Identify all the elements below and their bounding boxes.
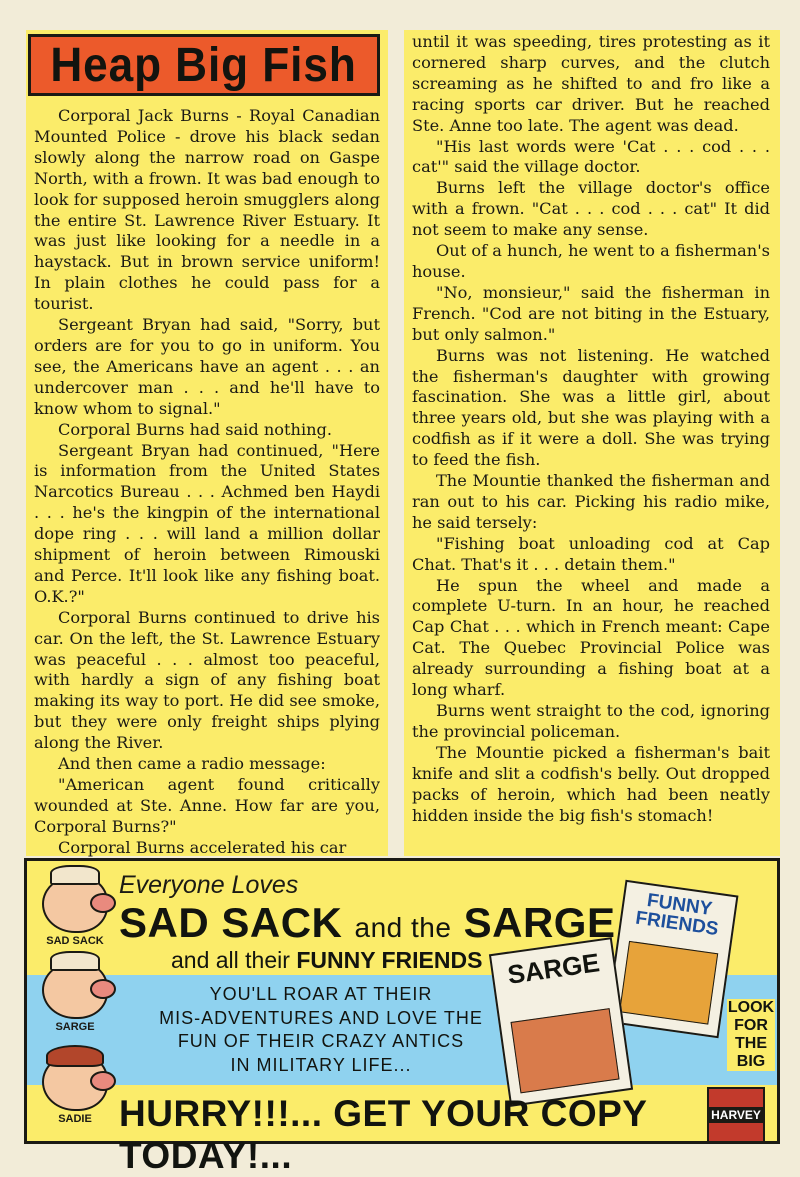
story-paragraph: "Fishing boat unloading cod at Cap Chat. That's it . . . detain them." <box>412 533 770 574</box>
story-paragraph: until it was speeding, tires protesting as it cornered sharp curves, and the clutch screaming as he shifted to and fro like a racing sports car driver. But he reached Ste. Anne too late. The agent was dead. <box>412 32 770 135</box>
look-for-the-big <box>727 999 775 1071</box>
character-sarge <box>35 961 115 1033</box>
story-paragraph: Sergeant Bryan had said, "Sorry, but orders are for you to go in uniform. You see, the Americans have an agent . . . an undercover man . . . and he'll have to know whom to signal." <box>34 315 380 418</box>
story-paragraph: Burns went straight to the cod, ignoring the provincial policeman. <box>412 701 770 741</box>
story-paragraph: Corporal Burns had said nothing. <box>58 419 333 439</box>
advertisement <box>24 858 780 1176</box>
ad-pitch-line: IN MILITARY LIFE... <box>230 1054 412 1075</box>
story-paragraph: "No, monsieur," said the fisherman in French. "Cod are not biting in the Estuary, but only salmon." <box>412 282 770 344</box>
ad-and-all-their: and all their <box>171 947 290 973</box>
ad-pitch-line: MIS-ADVENTURES AND LOVE THE <box>159 1007 483 1028</box>
ad-pitch <box>131 983 511 1077</box>
look-line: FOR <box>734 1017 768 1034</box>
character-name: SAD SACK <box>46 935 104 947</box>
sadie-face-icon <box>42 1053 108 1111</box>
story-paragraph: Burns was not listening. He watched the fisherman's daughter with growing fascination. She was a little girl, about three years old, but she was playing with a codfish as if it were a doll. She was trying to feed the fish. <box>412 345 770 470</box>
character-name: SADIE <box>58 1113 92 1125</box>
story-paragraph: Burns left the village doctor's office with a frown. "Cat . . . cod . . . cat" It did not seem to make any sense. <box>412 178 770 240</box>
comic-cover-sarge <box>489 937 633 1107</box>
story-paragraph: "American agent found critically wounded at Ste. Anne. How far are you, Corporal Burns?" <box>34 775 380 836</box>
story-paragraph: Corporal Burns accelerated his car <box>58 837 347 857</box>
ad-title-and-the: and the <box>354 912 452 943</box>
sarge-face-icon <box>42 961 108 1019</box>
cover-art-icon <box>619 941 718 1025</box>
story-paragraph: The Mountie thanked the fisherman and ran out to his car. Picking his radio mike, he said tersely: <box>412 471 770 532</box>
story-paragraph: Out of a hunch, he went to a fisherman's house. <box>412 241 770 281</box>
comic-cover-funny-friends <box>606 880 739 1038</box>
ad-call-to-action: HURRY!!!... GET YOUR COPY TODAY!... <box>119 1093 647 1176</box>
character-sadie <box>35 1053 115 1125</box>
story-paragraph: He spun the wheel and made a complete U-turn. In an hour, he reached Cap Chat . . . which in French meant: Cape Cat. The Quebec Provincial Police was already surrounding a fishing boat at a long wharf. <box>412 575 770 700</box>
story-paragraph: And then came a radio message: <box>58 754 326 774</box>
story-title-box <box>28 34 380 96</box>
sad-sack-face-icon <box>42 875 108 933</box>
story-paragraph: Corporal Burns continued to drive his car. On the left, the St. Lawrence Estuary was peaceful . . . almost too peaceful, with hardly a sign of any fishing boat making its way to port. He did see smoke, but they were only freight ships plying along the River. <box>34 607 380 753</box>
story-left-column <box>26 30 388 856</box>
look-line: BIG <box>736 1053 766 1070</box>
ad-headline-line2 <box>119 899 615 947</box>
ad-title-sarge: SARGE <box>463 899 616 946</box>
ad-headline-line1: Everyone Loves <box>119 871 299 899</box>
story-paragraph: Sergeant Bryan had continued, "Here is information from the United States Narcotics Bureau . . . Achmed ben Haydi . . . he's the kingpin of the international dope ring . . . will land a million dollar shipment of heroin between Rimouski and Perce. It'll look like any fishing boat. O.K.?" <box>34 440 380 606</box>
ad-headline-line3 <box>171 947 482 974</box>
story-paragraph: The Mountie picked a fisherman's bait knife and slit a codfish's belly. Out dropped packs of heroin, which had been neatly hidden inside the big fish's stomach! <box>412 742 770 825</box>
character-sad-sack <box>35 875 115 947</box>
harvey-logo <box>707 1087 765 1143</box>
story-title: Heap Big Fish <box>50 38 358 92</box>
ad-title-sad-sack: SAD SACK <box>119 899 343 946</box>
look-line: LOOK <box>727 999 775 1016</box>
cover-title: SARGE <box>505 947 602 990</box>
cover-title: FUNNY FRIENDS <box>634 890 720 941</box>
story-right-column <box>404 30 780 856</box>
story-section <box>24 30 780 856</box>
character-name: SARGE <box>55 1021 95 1033</box>
story-paragraph: "His last words were 'Cat . . . cod . . . cat'" said the village doctor. <box>412 136 770 177</box>
story-paragraph: Corporal Jack Burns - Royal Canadian Mounted Police - drove his black sedan slowly along the narrow road on Gaspe North, with a frown. It was bad enough to look for supposed heroin smugglers along the entire St. Lawrence River Estuary. It was just like looking for a needle in a haystack. But in brown service uniform! In plain clothes he could pass for a tourist. <box>34 106 380 314</box>
ad-funny-friends: FUNNY FRIENDS <box>296 947 483 973</box>
ad-pitch-line: FUN OF THEIR CRAZY ANTICS <box>177 1031 465 1051</box>
harvey-logo-text: HARVEY <box>708 1107 764 1123</box>
cover-art-icon <box>511 1008 620 1093</box>
ad-pitch-line: YOU'LL ROAR AT THEIR <box>209 984 433 1004</box>
look-line: THE <box>735 1035 767 1052</box>
